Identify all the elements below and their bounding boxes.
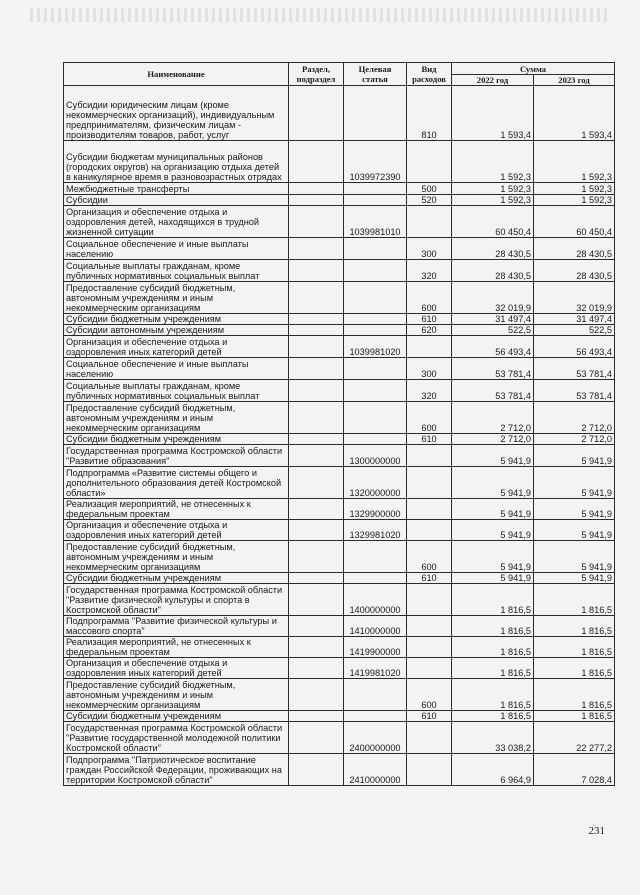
- row-amount-2022: 53 781,4: [452, 358, 534, 380]
- row-name: Субсидии бюджетным учреждениям: [64, 573, 289, 584]
- row-amount-2022: 5 941,9: [452, 541, 534, 573]
- row-expense-type: 600: [407, 541, 452, 573]
- row-name: Предоставление субсидий бюджетным, автономным учреждениям и иным некоммерческим организациям: [64, 679, 289, 711]
- row-amount-2023: 1 816,5: [534, 637, 615, 658]
- row-amount-2022: 522,5: [452, 325, 534, 336]
- row-amount-2023: 5 941,9: [534, 520, 615, 541]
- row-target-code: 1039981020: [344, 336, 407, 358]
- row-expense-type: 500: [407, 183, 452, 195]
- row-amount-2023: 5 941,9: [534, 541, 615, 573]
- table-row: [64, 584, 615, 616]
- row-section: [289, 679, 344, 711]
- row-target-code: [344, 282, 407, 314]
- row-amount-2022: 28 430,5: [452, 260, 534, 282]
- row-section: [289, 445, 344, 467]
- row-target-code: [344, 314, 407, 325]
- row-target-code: [344, 380, 407, 402]
- row-name: Субсидии бюджетным учреждениям: [64, 434, 289, 445]
- table-row: [64, 573, 615, 584]
- row-amount-2022: 5 941,9: [452, 573, 534, 584]
- row-section: [289, 573, 344, 584]
- table-row: [64, 183, 615, 195]
- row-expense-type: [407, 336, 452, 358]
- row-amount-2023: 28 430,5: [534, 260, 615, 282]
- row-amount-2023: 56 493,4: [534, 336, 615, 358]
- row-section: [289, 754, 344, 786]
- row-name: Субсидии бюджетным учреждениям: [64, 314, 289, 325]
- row-expense-type: [407, 206, 452, 238]
- row-target-code: [344, 679, 407, 711]
- row-section: [289, 380, 344, 402]
- row-target-code: 1039981010: [344, 206, 407, 238]
- row-amount-2023: 1 816,5: [534, 658, 615, 679]
- row-target-code: 1410000000: [344, 616, 407, 637]
- row-name: Социальные выплаты гражданам, кроме публичных нормативных социальных выплат: [64, 380, 289, 402]
- row-amount-2022: 1 592,3: [452, 195, 534, 206]
- row-target-code: [344, 711, 407, 722]
- table-row: [64, 380, 615, 402]
- row-amount-2022: 33 038,2: [452, 722, 534, 754]
- row-amount-2023: 22 277,2: [534, 722, 615, 754]
- row-section: [289, 141, 344, 183]
- header-type: Вид расходов: [407, 63, 452, 86]
- row-name: Реализация мероприятий, не отнесенных к федеральным проектам: [64, 637, 289, 658]
- row-amount-2023: 1 593,4: [534, 86, 615, 141]
- row-expense-type: 600: [407, 402, 452, 434]
- row-expense-type: [407, 445, 452, 467]
- header-name: Наименование: [64, 63, 289, 86]
- row-section: [289, 325, 344, 336]
- row-target-code: [344, 260, 407, 282]
- row-name: Предоставление субсидий бюджетным, автономным учреждениям и иным некоммерческим организациям: [64, 402, 289, 434]
- row-section: [289, 520, 344, 541]
- row-amount-2023: 1 592,3: [534, 195, 615, 206]
- header-sum: Сумма: [452, 63, 615, 75]
- table-row: [64, 314, 615, 325]
- row-section: [289, 637, 344, 658]
- row-name: Межбюджетные трансферты: [64, 183, 289, 195]
- row-amount-2023: 1 816,5: [534, 584, 615, 616]
- row-name: Государственная программа Костромской области "Развитие государственной молодежной политики Костромской области": [64, 722, 289, 754]
- row-expense-type: 320: [407, 260, 452, 282]
- row-name: Предоставление субсидий бюджетным, автономным учреждениям и иным некоммерческим организациям: [64, 541, 289, 573]
- row-expense-type: [407, 520, 452, 541]
- row-amount-2023: 7 028,4: [534, 754, 615, 786]
- row-expense-type: 610: [407, 573, 452, 584]
- row-amount-2022: 1 816,5: [452, 658, 534, 679]
- row-target-code: [344, 183, 407, 195]
- row-amount-2022: 1 816,5: [452, 616, 534, 637]
- row-amount-2023: 1 592,3: [534, 141, 615, 183]
- table-row: [64, 195, 615, 206]
- table-row: [64, 679, 615, 711]
- row-name: Подпрограмма «Развитие системы общего и дополнительного образования детей Костромской области»: [64, 467, 289, 499]
- row-target-code: 1320000000: [344, 467, 407, 499]
- row-name: Организация и обеспечение отдыха и оздоровления детей, находящихся в трудной жизненной ситуации: [64, 206, 289, 238]
- row-amount-2023: 5 941,9: [534, 573, 615, 584]
- row-target-code: 2410000000: [344, 754, 407, 786]
- row-amount-2023: 2 712,0: [534, 402, 615, 434]
- row-expense-type: 610: [407, 711, 452, 722]
- row-amount-2022: 2 712,0: [452, 434, 534, 445]
- row-section: [289, 499, 344, 520]
- row-expense-type: [407, 722, 452, 754]
- row-name: Социальное обеспечение и иные выплаты населению: [64, 358, 289, 380]
- table-row: [64, 282, 615, 314]
- table-row: [64, 616, 615, 637]
- row-amount-2023: 5 941,9: [534, 467, 615, 499]
- header-year-2023: 2023 год: [534, 75, 615, 86]
- row-target-code: 2400000000: [344, 722, 407, 754]
- row-expense-type: 300: [407, 238, 452, 260]
- row-name: Субсидии бюджетным учреждениям: [64, 711, 289, 722]
- row-section: [289, 358, 344, 380]
- row-name: Субсидии юридическим лицам (кроме некоммерческих организаций), индивидуальным предпринимателям, физическим лицам - производителям товаров, работ, услуг: [64, 86, 289, 141]
- row-expense-type: [407, 637, 452, 658]
- row-amount-2022: 1 593,4: [452, 86, 534, 141]
- row-name: Подпрограмма "Патриотическое воспитание граждан Российской Федерации, проживающих на территории Костромской области": [64, 754, 289, 786]
- row-section: [289, 183, 344, 195]
- table-row: [64, 499, 615, 520]
- row-target-code: [344, 573, 407, 584]
- row-name: Субсидии автономным учреждениям: [64, 325, 289, 336]
- row-section: [289, 658, 344, 679]
- row-amount-2022: 1 592,3: [452, 141, 534, 183]
- table-row: [64, 445, 615, 467]
- row-amount-2023: 1 592,3: [534, 183, 615, 195]
- table-row: [64, 86, 615, 141]
- row-section: [289, 314, 344, 325]
- header-section: Раздел, подраздел: [289, 63, 344, 86]
- row-amount-2023: 28 430,5: [534, 238, 615, 260]
- row-amount-2022: 53 781,4: [452, 380, 534, 402]
- table-row: [64, 238, 615, 260]
- row-amount-2022: 1 816,5: [452, 637, 534, 658]
- row-name: Государственная программа Костромской области "Развитие образования": [64, 445, 289, 467]
- row-expense-type: 620: [407, 325, 452, 336]
- table-row: [64, 141, 615, 183]
- table-row: [64, 722, 615, 754]
- row-section: [289, 86, 344, 141]
- table-row: [64, 711, 615, 722]
- row-target-code: 1300000000: [344, 445, 407, 467]
- row-amount-2022: 5 941,9: [452, 445, 534, 467]
- row-expense-type: 320: [407, 380, 452, 402]
- row-name: Организация и обеспечение отдыха и оздоровления иных категорий детей: [64, 520, 289, 541]
- row-amount-2022: 1 592,3: [452, 183, 534, 195]
- row-amount-2022: 31 497,4: [452, 314, 534, 325]
- row-amount-2022: 1 816,5: [452, 679, 534, 711]
- table-row: [64, 754, 615, 786]
- table-row: [64, 637, 615, 658]
- row-expense-type: 600: [407, 679, 452, 711]
- row-amount-2022: 56 493,4: [452, 336, 534, 358]
- row-expense-type: [407, 499, 452, 520]
- scan-artifact: [30, 8, 610, 22]
- row-expense-type: [407, 754, 452, 786]
- row-target-code: [344, 402, 407, 434]
- row-name: Предоставление субсидий бюджетным, автономным учреждениям и иным некоммерческим организациям: [64, 282, 289, 314]
- row-name: Субсидии бюджетам муниципальных районов (городских округов) на организацию отдыха детей в каникулярное время в разновозрастных отрядах: [64, 141, 289, 183]
- table-row: [64, 358, 615, 380]
- row-expense-type: [407, 616, 452, 637]
- row-section: [289, 206, 344, 238]
- row-amount-2022: 5 941,9: [452, 467, 534, 499]
- row-name: Субсидии: [64, 195, 289, 206]
- header-target: Целевая статья: [344, 63, 407, 86]
- row-target-code: 1419981020: [344, 658, 407, 679]
- row-name: Подпрограмма "Развитие физической культуры и массового спорта": [64, 616, 289, 637]
- row-amount-2022: 6 964,9: [452, 754, 534, 786]
- row-section: [289, 722, 344, 754]
- row-expense-type: 300: [407, 358, 452, 380]
- row-name: Социальное обеспечение и иные выплаты населению: [64, 238, 289, 260]
- row-target-code: [344, 541, 407, 573]
- row-section: [289, 616, 344, 637]
- table-row: [64, 467, 615, 499]
- row-amount-2023: 31 497,4: [534, 314, 615, 325]
- row-target-code: [344, 325, 407, 336]
- row-amount-2023: 5 941,9: [534, 499, 615, 520]
- row-expense-type: 610: [407, 434, 452, 445]
- row-section: [289, 282, 344, 314]
- row-target-code: [344, 434, 407, 445]
- row-amount-2023: 1 816,5: [534, 616, 615, 637]
- row-amount-2023: 522,5: [534, 325, 615, 336]
- table-row: [64, 325, 615, 336]
- row-target-code: 1419900000: [344, 637, 407, 658]
- row-section: [289, 434, 344, 445]
- row-expense-type: 520: [407, 195, 452, 206]
- row-name: Государственная программа Костромской области "Развитие физической культуры и спорта в Костромской области": [64, 584, 289, 616]
- table-row: [64, 658, 615, 679]
- row-amount-2023: 60 450,4: [534, 206, 615, 238]
- row-target-code: [344, 358, 407, 380]
- row-section: [289, 711, 344, 722]
- row-target-code: 1400000000: [344, 584, 407, 616]
- row-amount-2022: 5 941,9: [452, 520, 534, 541]
- row-amount-2022: 1 816,5: [452, 584, 534, 616]
- row-target-code: 1039972390: [344, 141, 407, 183]
- row-section: [289, 260, 344, 282]
- row-amount-2022: 32 019,9: [452, 282, 534, 314]
- row-expense-type: 600: [407, 282, 452, 314]
- row-expense-type: [407, 584, 452, 616]
- row-amount-2023: 32 019,9: [534, 282, 615, 314]
- row-section: [289, 541, 344, 573]
- row-amount-2023: 1 816,5: [534, 679, 615, 711]
- row-amount-2023: 5 941,9: [534, 445, 615, 467]
- row-expense-type: [407, 467, 452, 499]
- row-amount-2023: 2 712,0: [534, 434, 615, 445]
- row-amount-2022: 5 941,9: [452, 499, 534, 520]
- row-amount-2022: 28 430,5: [452, 238, 534, 260]
- row-target-code: [344, 86, 407, 141]
- row-amount-2022: 60 450,4: [452, 206, 534, 238]
- row-name: Организация и обеспечение отдыха и оздоровления иных категорий детей: [64, 658, 289, 679]
- row-amount-2023: 1 816,5: [534, 711, 615, 722]
- row-amount-2022: 1 816,5: [452, 711, 534, 722]
- row-name: Организация и обеспечение отдыха и оздоровления иных категорий детей: [64, 336, 289, 358]
- row-expense-type: 610: [407, 314, 452, 325]
- table-row: [64, 336, 615, 358]
- row-target-code: 1329900000: [344, 499, 407, 520]
- row-section: [289, 402, 344, 434]
- table-row: [64, 260, 615, 282]
- row-target-code: [344, 238, 407, 260]
- page-number: 231: [588, 825, 605, 837]
- budget-table: [63, 62, 615, 786]
- table-row: [64, 434, 615, 445]
- row-name: Реализация мероприятий, не отнесенных к федеральным проектам: [64, 499, 289, 520]
- row-section: [289, 467, 344, 499]
- table-row: [64, 206, 615, 238]
- row-expense-type: [407, 658, 452, 679]
- row-amount-2023: 53 781,4: [534, 380, 615, 402]
- row-section: [289, 336, 344, 358]
- table-row: [64, 520, 615, 541]
- row-target-code: 1329981020: [344, 520, 407, 541]
- row-amount-2022: 2 712,0: [452, 402, 534, 434]
- row-amount-2023: 53 781,4: [534, 358, 615, 380]
- row-section: [289, 195, 344, 206]
- row-expense-type: 810: [407, 86, 452, 141]
- row-section: [289, 238, 344, 260]
- header-year-2022: 2022 год: [452, 75, 534, 86]
- table-row: [64, 402, 615, 434]
- row-name: Социальные выплаты гражданам, кроме публичных нормативных социальных выплат: [64, 260, 289, 282]
- row-target-code: [344, 195, 407, 206]
- table-row: [64, 541, 615, 573]
- row-expense-type: [407, 141, 452, 183]
- row-section: [289, 584, 344, 616]
